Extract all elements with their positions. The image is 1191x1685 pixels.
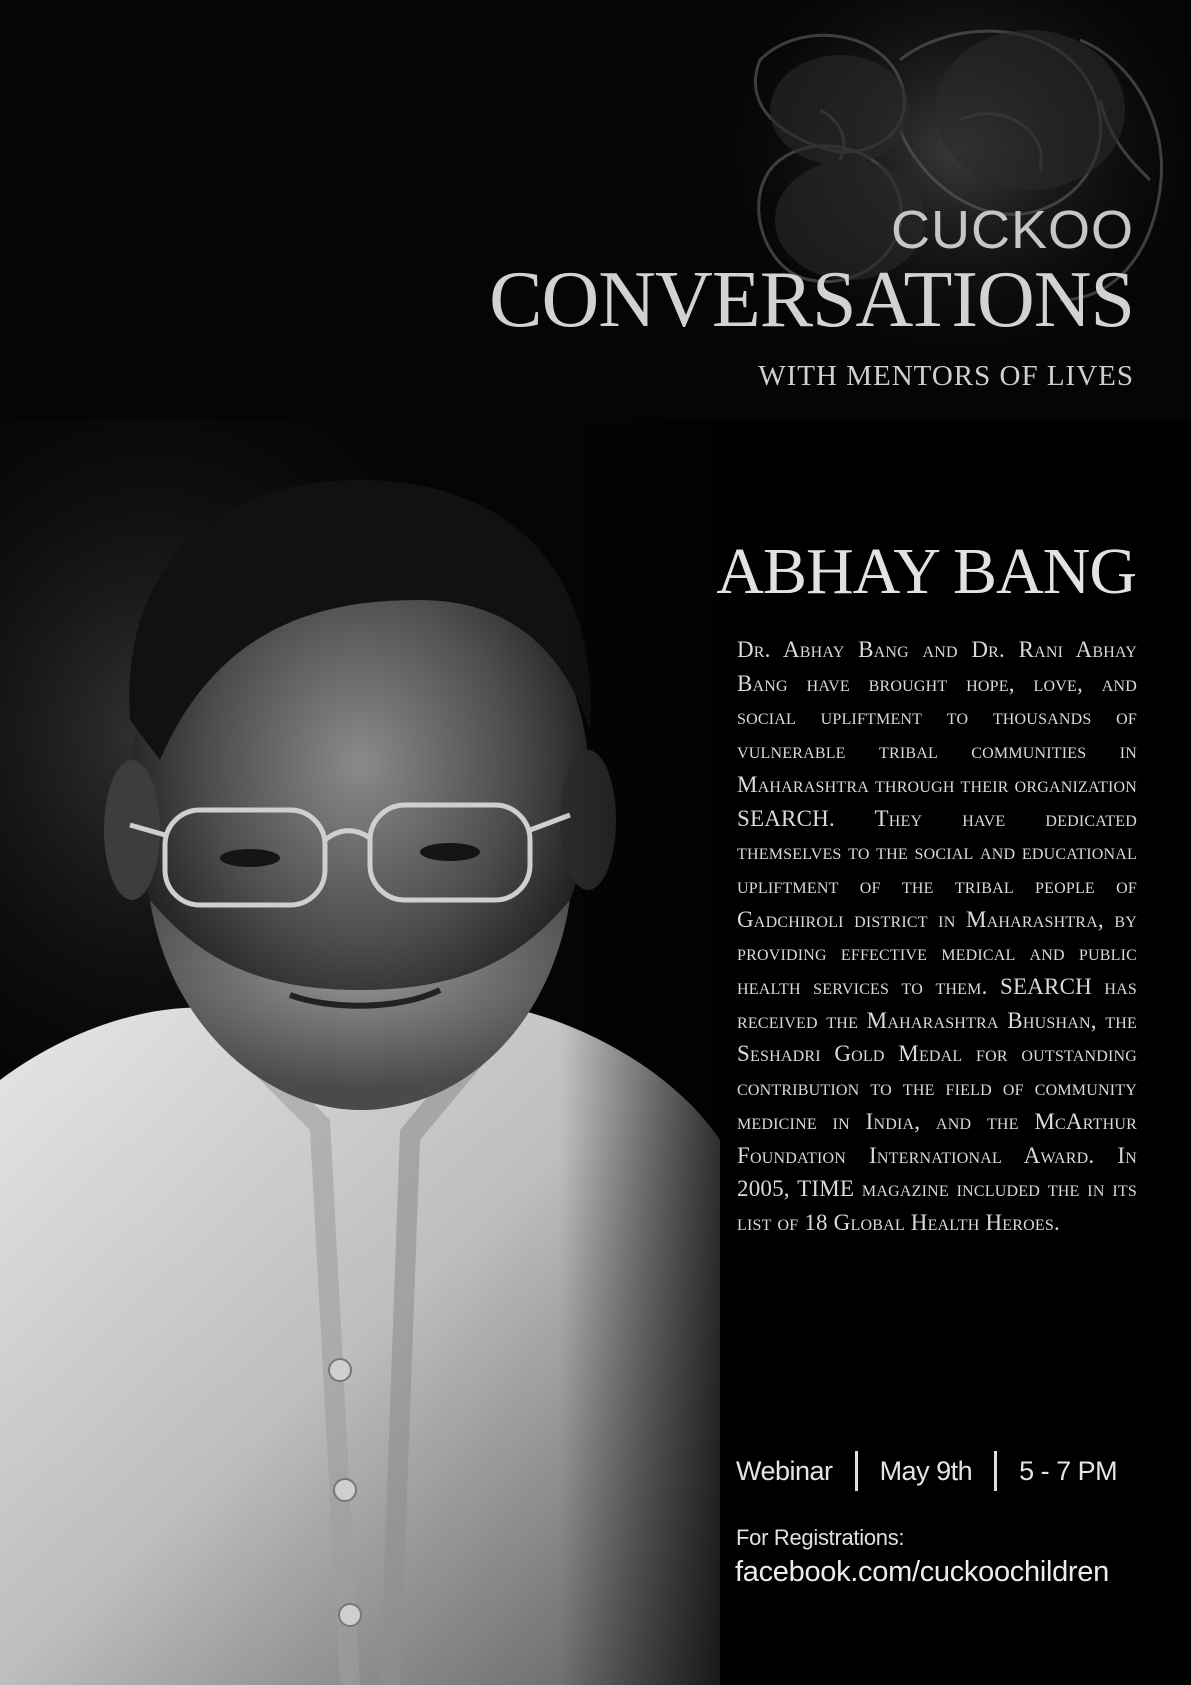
separator bbox=[855, 1451, 858, 1491]
registration-link[interactable]: facebook.com/cuckoochildren bbox=[735, 1556, 1109, 1588]
speaker-bio: Dr. Abhay Bang and Dr. Rani Abhay Bang have brought hope, love, and social upliftment to thousands of vulnerable tribal communities in Maharashtra through their organization SEARCH. They have dedicated themselves to the social and educational upliftment of the tribal people of Gadchiroli district in Maharashtra, by providing effective medical and public health services to them. SEARCH has received the Maharashtra Bhushan, the Seshadri Gold Medal for outstanding contribution to the field of community medicine in India, and the McArthur Foundation International Award. In 2005, TIME magazine included the in its list of 18 Global Health Heroes. bbox=[737, 637, 1137, 1235]
speaker-name: ABHAY BANG bbox=[716, 535, 1136, 608]
event-type: Webinar bbox=[736, 1455, 833, 1486]
event-title bbox=[434, 200, 1134, 396]
title-tagline: WITH MENTORS OF LIVES bbox=[758, 360, 1134, 392]
event-time: 5 - 7 PM bbox=[1019, 1455, 1118, 1486]
registration-label: For Registrations: bbox=[736, 1525, 905, 1550]
separator bbox=[994, 1451, 997, 1491]
title-line-cuckoo: CUCKOO bbox=[890, 200, 1134, 260]
title-line-conversations: CONVERSATIONS bbox=[489, 256, 1134, 344]
event-date: May 9th bbox=[879, 1455, 973, 1486]
event-details bbox=[736, 1450, 1136, 1492]
